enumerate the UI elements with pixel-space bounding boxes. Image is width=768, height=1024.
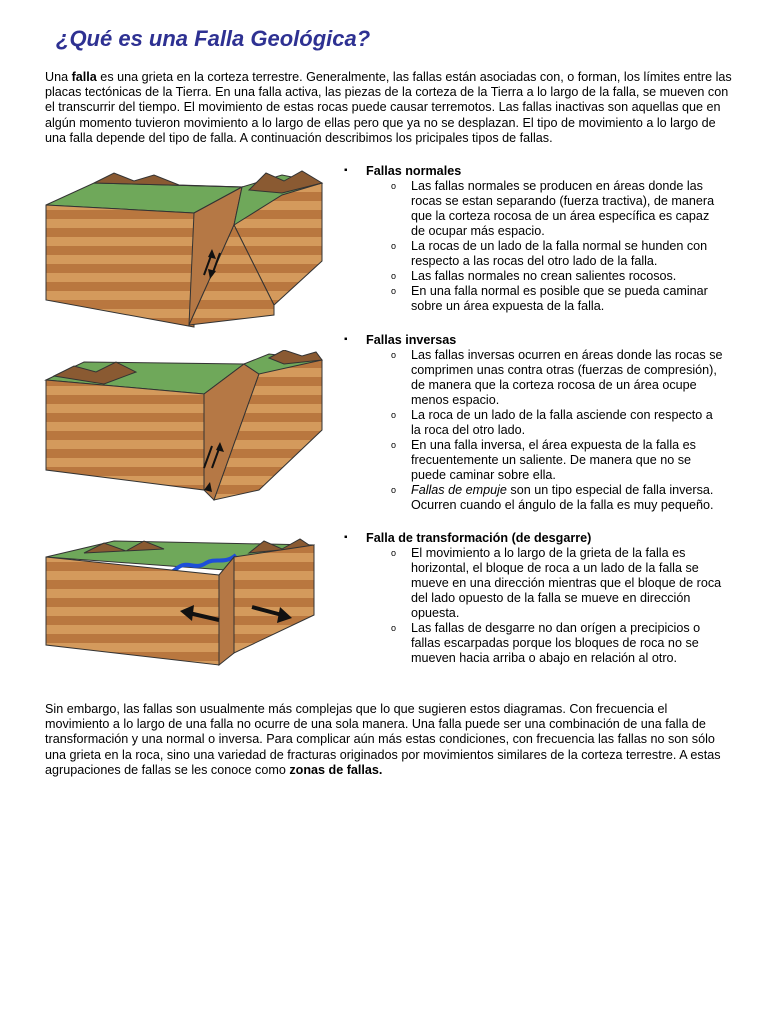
list-item: o En una falla normal es posible que se pueda caminar sobre un área expuesta de la falla.	[411, 284, 724, 314]
normal-fault-illustration	[44, 165, 324, 335]
normal-fault-list	[344, 179, 724, 314]
intro-bold-term: falla	[71, 70, 97, 84]
list-item: o La roca de un lado de la falla asciende con respecto a la roca del otro lado.	[411, 408, 724, 438]
page-title: ¿Qué es una Falla Geológica?	[56, 26, 371, 51]
section-heading: ▪ Fallas inversas	[344, 333, 724, 348]
list-item: o Las fallas inversas ocurren en áreas donde las rocas se comprimen unas contra otras (fuerzas de compresión), de manera que la corteza rocosa de un área ocupe menos espacio.	[411, 348, 724, 408]
list-item: o Las fallas normales no crean salientes rocosos.	[411, 269, 724, 284]
section-heading: ▪ Fallas normales	[344, 164, 724, 179]
list-item: o La rocas de un lado de la falla normal se hunden con respecto a las rocas del otro lado de la falla.	[411, 239, 724, 269]
section-heading: ▪ Falla de transformación (de desgarre)	[344, 531, 724, 546]
closing-bold-term: zonas de fallas.	[289, 762, 383, 777]
list-item: o Las fallas normales se producen en áreas donde las rocas se estan separando (fuerza tractiva), de manera que la corteza rocosa de un área específica es capaz de ocupar más espacio.	[411, 179, 724, 239]
section-normal-faults	[344, 164, 724, 314]
list-item: o Fallas de empuje son un tipo especial de falla inversa. Ocurren cuando el ángulo de la falla es muy pequeño.	[411, 483, 724, 513]
list-item: o Las fallas de desgarre no dan orígen a precipicios o fallas escarpadas porque los bloques de roca no se mueven hacia arriba o abajo en relación al otro.	[411, 621, 724, 666]
list-item: o En una falla inversa, el área expuesta de la falla es frecuentemente un saliente. De manera que no se puede caminar sobre ella.	[411, 438, 724, 483]
intro-paragraph: Una falla es una grieta en la corteza terrestre. Generalmente, las fallas están asociadas con, o forman, los límites entre las placas tectónicas de la Tierra. En una falla activa, las piezas de la corteza de la Tierra a lo largo de la falla, se mueven con el transcurrir del tiempo. El movimiento de estas rocas puede causar terremotos. Las fallas inactivas son aquellas que en algún momento tuvieron movimiento a lo largo de ellas pero que ya no se desplazan. El tipo de movimiento a lo largo de una falla depende del tipo de falla. A continuación describimos los pricipales tipos de fallas.	[45, 70, 732, 145]
list-item: o El movimiento a lo largo de la grieta de la falla es horizontal, el bloque de roca a un lado de la falla se mueve en una dirección mientras que el bloque de roca del lado opuesto de la falla se mueve en dirección opuesta.	[411, 546, 724, 621]
reverse-fault-list	[344, 348, 724, 513]
transform-fault-illustration	[44, 535, 324, 675]
section-reverse-faults	[344, 333, 724, 513]
section-transform-faults	[344, 531, 724, 666]
transform-fault-list	[344, 546, 724, 666]
italic-term: Fallas de empuje	[411, 483, 507, 497]
reverse-fault-illustration	[44, 350, 324, 510]
closing-paragraph: Sin embargo, las fallas son usualmente más complejas que lo que sugieren estos diagramas. Con frecuencia el movimiento a lo largo de una falla no ocurre de una sola manera. Una falla puede ser una combinación de una falla de transformación y una normal o inversa. Para complicar aún más estas condiciones, con frecuencia las fallas no son sólo una grieta en la roca, sino una variedad de fracturas originados por movimientos similares de la corteza terrestre. A estas agrupaciones de fallas se les conoce como zonas de fallas.	[45, 702, 721, 777]
